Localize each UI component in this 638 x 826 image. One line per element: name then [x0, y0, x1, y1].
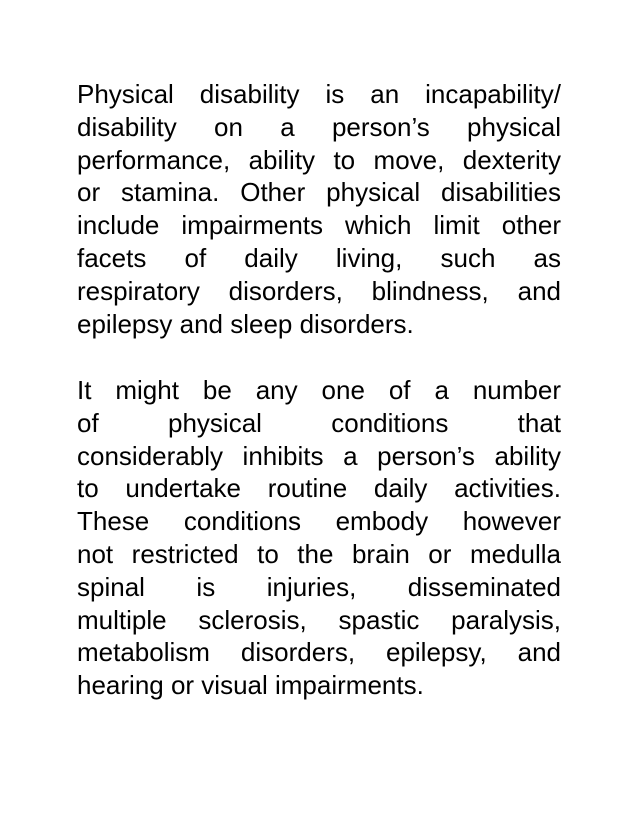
text-line: facets of daily living, such as	[77, 242, 561, 273]
text-line: epilepsy and sleep disorders.	[77, 308, 414, 339]
text-line: not restricted to the brain or medulla	[77, 538, 561, 569]
paragraph-1	[77, 78, 561, 340]
text-line: of physical conditions that	[77, 407, 561, 438]
text-line: include impairments which limit other	[77, 210, 561, 241]
text-line: or stamina. Other physical disabilities	[77, 177, 561, 208]
text-line: to undertake routine daily activities.	[77, 473, 561, 504]
paragraph-2	[77, 374, 561, 702]
text-line: considerably inhibits a person’s ability	[77, 440, 561, 471]
text-line: respiratory disorders, blindness, and	[77, 275, 561, 306]
text-line: hearing or visual impairments.	[77, 670, 424, 701]
text-line: disability on a person’s physical	[77, 111, 561, 142]
text-line: These conditions embody however	[77, 506, 561, 537]
text-line: performance, ability to move, dexterity	[77, 144, 561, 175]
text-line: It might be any one of a number	[77, 375, 561, 405]
text-line: spinal is injuries, disseminated	[77, 571, 561, 602]
text-line: multiple sclerosis, spastic paralysis,	[77, 604, 561, 635]
text-line: Physical disability is an incapability/	[77, 79, 561, 109]
text-line: metabolism disorders, epilepsy, and	[77, 637, 561, 668]
